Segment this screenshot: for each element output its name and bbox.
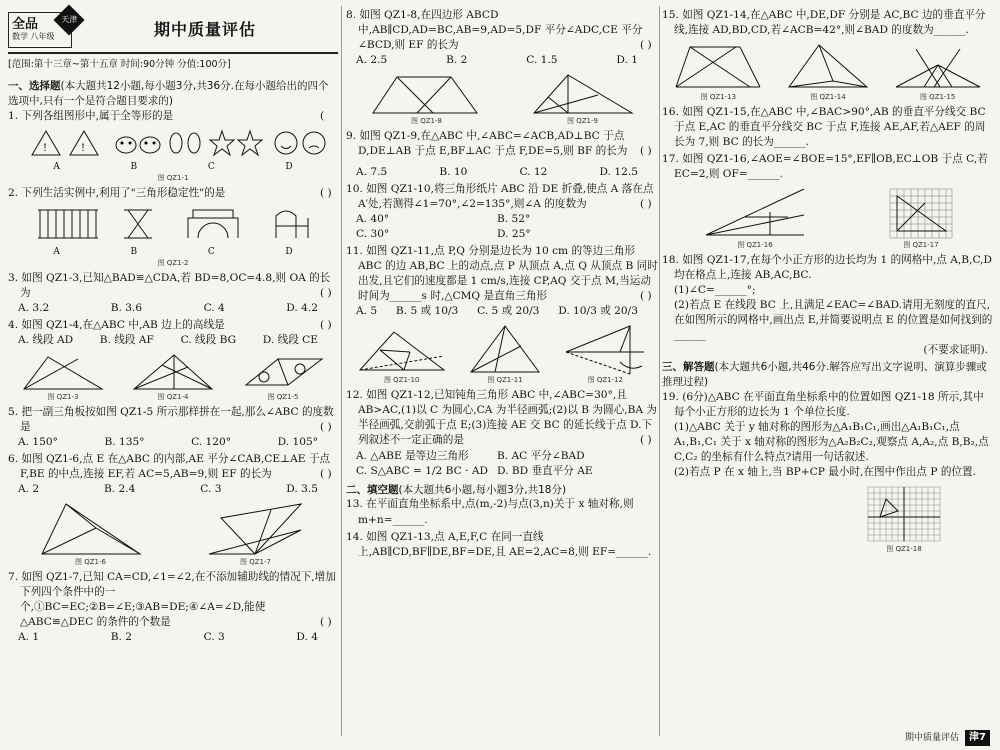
page-header bbox=[8, 8, 338, 54]
question-19 bbox=[662, 390, 994, 555]
option-d: D. BD 垂直平分 AE bbox=[497, 464, 593, 477]
figure-label: A bbox=[53, 247, 60, 258]
figure-caption: 图 QZ1-9 bbox=[567, 117, 598, 126]
equilateral-figure-11 bbox=[465, 322, 545, 376]
figure-caption: 图 QZ1-10 bbox=[383, 376, 420, 385]
grid-figure-17 bbox=[886, 185, 956, 241]
figures-qz1-13-to-15 bbox=[662, 41, 994, 103]
answer-paren: ( ) bbox=[320, 187, 332, 200]
option-d: D. 25° bbox=[497, 228, 531, 241]
question-11 bbox=[346, 244, 658, 386]
question-note: (不要求证明). bbox=[923, 344, 988, 357]
question-text: 19. (6分)△ABC 在平面直角坐标系中的位置如图 QZ1-18 所示,其中每个小正方形的边长为 1 个单位长度. bbox=[662, 391, 984, 419]
figure-qz1-1 bbox=[8, 127, 338, 159]
figure-caption: 图 QZ1-13 bbox=[700, 93, 737, 102]
figure-caption: 图 QZ1-14 bbox=[810, 93, 846, 102]
svg-text:!: ! bbox=[43, 143, 48, 155]
option-b: B. 135° bbox=[104, 435, 145, 448]
answer-paren: ( ) bbox=[640, 145, 652, 158]
option-c: C. 线段 BG bbox=[180, 333, 237, 346]
triangle-figure-4 bbox=[128, 351, 218, 393]
option-d: D. 线段 CE bbox=[262, 333, 318, 346]
question-text: 15. 如图 QZ1-14,在△ABC 中,DE,DF 分别是 AC,BC 边的垂直平分线,连接 AD,BD,CD,若∠ACB=42°,则∠BAD 的度数为______. bbox=[662, 9, 986, 37]
option-c: C. 12 bbox=[519, 166, 548, 179]
bisector-figure-15 bbox=[890, 41, 986, 93]
triangle-figure-3 bbox=[18, 351, 108, 393]
question-5 bbox=[8, 405, 338, 450]
option-c: C. 4 bbox=[203, 301, 225, 314]
option-a: A. △ABE 是等边三角形 bbox=[356, 449, 469, 462]
figure-caption: 图 QZ1-6 bbox=[75, 558, 106, 567]
region-badge-text: 天津 bbox=[61, 15, 78, 25]
brand-logo bbox=[8, 12, 78, 48]
option-d: D. 4.2 bbox=[286, 301, 318, 314]
answer-paren: ( ) bbox=[640, 198, 652, 211]
question-12 bbox=[346, 388, 658, 478]
figure-caption: 图 QZ1-5 bbox=[267, 392, 299, 401]
option-b: B. 10 bbox=[439, 166, 468, 179]
question-15 bbox=[662, 8, 994, 103]
question-text: 7. 如图 QZ1-7,已知 CA=CD,∠1=∠2,在不添加辅助线的情况下,增加下列四个条件中的一个,①BC=EC;②B=∠E;③AB=DE;④∠A=∠D,能使△ABC≌△DEC 的条件的个数是 bbox=[8, 570, 336, 629]
question-8 bbox=[346, 8, 658, 127]
triangle-figure-7 bbox=[201, 500, 311, 558]
column-divider bbox=[341, 6, 342, 736]
figure-caption: 图 QZ1-8 bbox=[411, 117, 442, 126]
answer-paren: ( ) bbox=[320, 467, 332, 480]
triangle-figure-5 bbox=[238, 351, 328, 393]
question-14 bbox=[346, 530, 658, 560]
figure-caption: 图 QZ1-16 bbox=[737, 241, 773, 250]
option-b: B. 线段 AF bbox=[99, 333, 154, 346]
question-4 bbox=[8, 318, 338, 403]
option-b: B. 2 bbox=[446, 54, 468, 67]
option-c: C. 3 bbox=[203, 631, 225, 644]
question-text: 11. 如图 QZ1-11,点 P,Q 分别是边长为 10 cm 的等边三角形 ABC 的边 AB,BC 上的动点,点 P 从顶点 A,点 Q 从顶点 B 同时出发,且它们的速度都是 1 cm/s,连接 CP,AQ 交于点 M,当运动时间为______s 时,△CMQ 是直角三角形 bbox=[346, 245, 658, 303]
figure-caption: 图 QZ1-3 bbox=[47, 392, 79, 401]
option-d: D. 1 bbox=[616, 54, 638, 67]
svg-text:!: ! bbox=[81, 143, 86, 155]
parallel-figure-13 bbox=[670, 41, 766, 93]
life-examples-figure bbox=[18, 204, 328, 244]
section-title bbox=[662, 360, 994, 390]
question-text: 1. 下列各组图形中,属于全等形的是 bbox=[8, 110, 174, 123]
fold-figure-10 bbox=[354, 322, 450, 376]
option-d: D. 10/3 或 20/3 bbox=[558, 305, 638, 318]
question-text: 3. 如图 QZ1-3,已知△BAD≌△CDA,若 BD=8,OC=4.8,则 OA 的长为 bbox=[8, 271, 331, 299]
figure-caption: 图 QZ1-12 bbox=[587, 376, 624, 385]
section-title bbox=[8, 79, 338, 109]
question-10 bbox=[346, 182, 658, 242]
question-7 bbox=[8, 570, 338, 645]
question-part-1: (1)∠C=______°; bbox=[674, 284, 756, 297]
question-6 bbox=[8, 452, 338, 568]
arc-figure-12 bbox=[560, 322, 650, 376]
option-a: A. 2 bbox=[18, 483, 40, 496]
option-d: D. 105° bbox=[277, 435, 318, 448]
section-desc: (本大题共6小题,每小题3分,共18分) bbox=[398, 483, 567, 496]
brand-name: 全品 bbox=[12, 17, 39, 33]
figure-label: B bbox=[130, 247, 138, 258]
question-part-2: (2)若点 E 在线段 BC 上,且满足∠EAC=∠BAD.请用无刻度的直尺,在如图所示的网格中,画出点 E,并简要说明点 E 的位置是如何找到的______ bbox=[674, 299, 993, 342]
figure-caption: 图 QZ1-11 bbox=[487, 376, 523, 385]
question-text: 5. 把一副三角板按如图 QZ1-5 所示那样拼在一起,那么∠ABC 的度数是 bbox=[8, 405, 334, 433]
question-text: 2. 下列生活实例中,利用了"三角形稳定性"的是 bbox=[8, 187, 226, 200]
figures-qz1-3-to-5 bbox=[8, 351, 338, 403]
figure-caption: 图 QZ1-2 bbox=[157, 258, 189, 267]
option-a: A. 5 bbox=[356, 305, 378, 318]
shapes-figure bbox=[18, 127, 328, 159]
question-part-1: (1)△ABC 关于 y 轴对称的图形为△A₁B₁C₁,画出△A₁B₁C₁,点 A₁,B₁,C₁ 关于 x 轴对称的图形为△A₂B₂C₂,观察点 A,A₂,点 B,B₂,点 C,C₂ 的坐标有什么特点?请用一句话叙述. bbox=[674, 421, 989, 464]
option-d: D. 12.5 bbox=[599, 166, 638, 179]
page-title: 期中质量评估 bbox=[153, 19, 256, 39]
answer-paren: ( ) bbox=[320, 420, 332, 433]
column-middle bbox=[346, 8, 658, 562]
option-a: A. 2.5 bbox=[356, 54, 388, 67]
triangle-figure-9 bbox=[528, 71, 638, 117]
option-b: B. 2 bbox=[110, 631, 132, 644]
figure-label: D bbox=[285, 247, 293, 258]
question-text: 16. 如图 QZ1-15,在△ABC 中,∠BAC>90°,AB 的垂直平分线交 BC 于点 E,AC 的垂直平分线交 BC 于点 F,连接 AE,AF,若△AEF 的周长为 7,则 BC 的长为______. bbox=[662, 106, 986, 149]
option-a: A. 1 bbox=[18, 631, 40, 644]
answer-paren: ( ) bbox=[640, 39, 652, 52]
angle-figure-16 bbox=[700, 185, 810, 241]
figure-qz1-2 bbox=[8, 204, 338, 244]
column-left bbox=[8, 8, 338, 647]
question-text: 4. 如图 QZ1-4,在△ABC 中,AB 边上的高线是 bbox=[8, 318, 225, 331]
question-text: 12. 如图 QZ1-12,已知钝角三角形 ABC 中,∠ABC=30°,且 AB>AC,(1)以 C 为圆心,CA 为半径画弧;(2)以 B 为圆心,BA 为半径画弧,交前弧于点 E;(3)连接 AE 交 BC 的延长线于点 D.下列叙述不一定正确的是 bbox=[346, 389, 657, 447]
footer-label: 期中质量评估 bbox=[905, 732, 960, 743]
figure-label: B bbox=[130, 162, 138, 173]
question-text: 13. 在平面直角坐标系中,点(m,-2)与点(3,n)关于 x 轴对称,则 m+n=______. bbox=[346, 498, 634, 526]
question-18 bbox=[662, 253, 994, 358]
option-a: A. 线段 AD bbox=[18, 333, 74, 346]
question-text: 14. 如图 QZ1-13,点 A,E,F,C 在同一直线上,AB∥CD,BF∥DE,BF=DE,且 AE=2,AC=8,则 EF=______. bbox=[346, 530, 652, 558]
question-part-2: (2)若点 P 在 x 轴上,当 BP+CP 最小时,在图中作出点 P 的位置. bbox=[674, 466, 976, 479]
figure-caption: 图 QZ1-15 bbox=[919, 93, 956, 102]
option-c: C. 3 bbox=[200, 483, 222, 496]
triangle-figure-6 bbox=[36, 500, 146, 558]
section-title bbox=[346, 483, 658, 498]
figure-caption: 图 QZ1-7 bbox=[240, 558, 271, 567]
figure-caption: 图 QZ1-4 bbox=[157, 392, 189, 401]
figure-caption: 图 QZ1-18 bbox=[886, 545, 922, 554]
section-desc: (本大题共12小题,每小题3分,共36分.在每小题给出的四个选项中,只有一个是符合题目要求的) bbox=[8, 80, 329, 108]
option-b: B. 2.4 bbox=[104, 483, 136, 496]
answer-paren: ( ) bbox=[320, 318, 332, 331]
question-1 bbox=[8, 109, 338, 184]
option-c: C. 30° bbox=[356, 228, 390, 241]
figure-label: C bbox=[207, 247, 215, 258]
figures-qz1-8-9 bbox=[346, 71, 658, 127]
exam-range: [范围:第十三章~第十五章 时间:90分钟 分值:100分] bbox=[8, 59, 231, 70]
option-d: D. 4 bbox=[296, 631, 318, 644]
figure-label: A bbox=[53, 162, 60, 173]
option-a: A. 150° bbox=[18, 435, 58, 448]
question-text: 8. 如图 QZ1-8,在四边形 ABCD 中,AB∥CD,AD=BC,AB=9,AD=5,DF 平分∠ADC,CE 平分∠BCD,则 EF 的长为 bbox=[346, 9, 643, 52]
question-text: 17. 如图 QZ1-16,∠AOE=∠BOE=15°,EF∥OB,EC⊥OB 于点 C,若 EC=2,则 OF=______. bbox=[662, 153, 988, 181]
bisector-figure-14 bbox=[783, 41, 873, 93]
page-number: 津7 bbox=[965, 730, 990, 746]
figure-qz1-18 bbox=[662, 483, 994, 555]
question-9 bbox=[346, 129, 658, 180]
question-17 bbox=[662, 152, 994, 251]
coordinate-grid-figure-18 bbox=[864, 483, 944, 545]
section-desc: (本大题共6小题,共46分.解答应写出文字说明、演算步骤或推理过程) bbox=[662, 361, 987, 389]
question-3 bbox=[8, 271, 338, 316]
question-text: 9. 如图 QZ1-9,在△ABC 中,∠ABC=∠ACB,AD⊥BC 于点 D,DE⊥AB 于点 E,BF⊥AC 于点 F,DE=5,则 BF 的长为 bbox=[346, 130, 628, 158]
question-16 bbox=[662, 105, 994, 150]
answer-paren: ( bbox=[320, 110, 325, 123]
option-c: C. 120° bbox=[191, 435, 232, 448]
option-a: A. 7.5 bbox=[356, 166, 388, 179]
option-c: C. 5 或 20/3 bbox=[477, 305, 540, 318]
column-right bbox=[662, 8, 994, 557]
option-b: B. 5 或 10/3 bbox=[395, 305, 459, 318]
column-divider bbox=[659, 6, 660, 736]
option-b: B. AC 平分∠BAD bbox=[497, 449, 585, 462]
page-footer bbox=[905, 730, 990, 746]
option-a: A. 40° bbox=[356, 213, 390, 226]
option-b: B. 52° bbox=[497, 213, 531, 226]
figures-qz1-16-17 bbox=[662, 185, 994, 251]
section-label: 二、填空题 bbox=[346, 483, 399, 496]
question-2 bbox=[8, 186, 338, 269]
question-text: 6. 如图 QZ1-6,点 E 在△ABC 的内部,AE 平分∠CAB,CE⊥AE 于点 F,BE 的中点,连接 EF,若 AC=5,AB=9,则 EF 的长为 bbox=[8, 452, 331, 480]
figures-qz1-6-7 bbox=[8, 500, 338, 568]
question-text: 10. 如图 QZ1-10,将三角形纸片 ABC 沿 DE 折叠,使点 A 落在点 A′处,若测得∠1=70°,∠2=135°,则∠A 的度数为 bbox=[346, 183, 654, 211]
figure-label: D bbox=[285, 162, 293, 173]
option-c: C. 1.5 bbox=[526, 54, 558, 67]
question-text: 18. 如图 QZ1-17,在每个小正方形的边长均为 1 的网格中,点 A,B,C,D 均在格点上,连接 AB,AC,BC. bbox=[662, 254, 993, 282]
question-13 bbox=[346, 497, 658, 527]
figure-label: C bbox=[207, 162, 215, 173]
answer-paren: ( ) bbox=[320, 616, 332, 629]
answer-paren: ( ) bbox=[640, 434, 652, 447]
trapezoid-figure-8 bbox=[367, 71, 487, 117]
answer-paren: ( ) bbox=[640, 290, 652, 303]
section-label: 三、解答题 bbox=[662, 361, 715, 374]
figure-caption: 图 QZ1-17 bbox=[903, 241, 939, 250]
figures-qz1-10-to-12 bbox=[346, 322, 658, 386]
option-b: B. 3.6 bbox=[110, 301, 143, 314]
option-d: D. 3.5 bbox=[286, 483, 318, 496]
option-a: A. 3.2 bbox=[18, 301, 50, 314]
brand-grade: 数学 八年级 bbox=[12, 32, 55, 42]
answer-paren: ( ) bbox=[320, 286, 332, 299]
section-label: 一、选择题 bbox=[8, 80, 61, 93]
option-c: C. S△ABC = 1/2 BC · AD bbox=[356, 464, 488, 477]
figure-caption: 图 QZ1-1 bbox=[157, 174, 189, 183]
